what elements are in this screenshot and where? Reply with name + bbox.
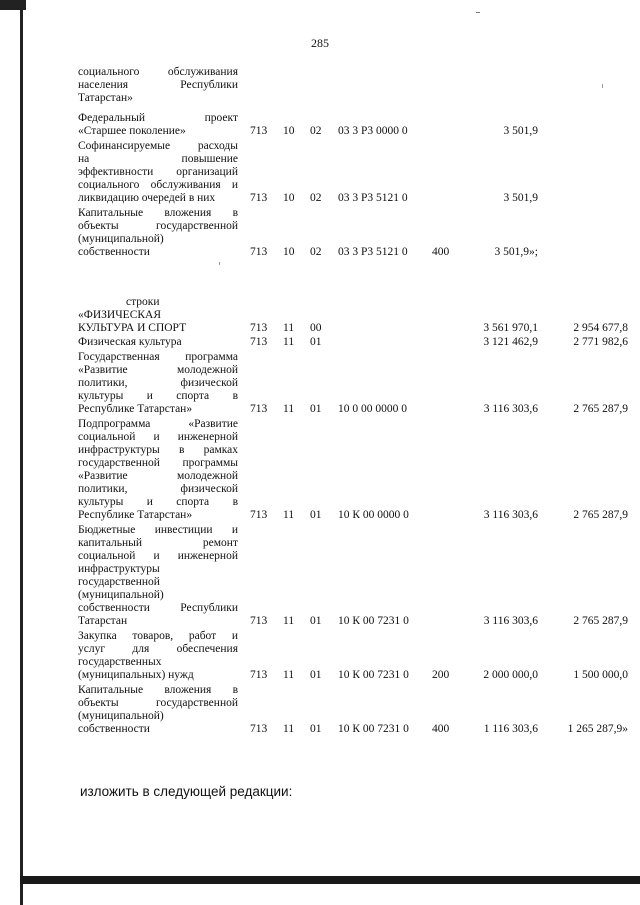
ministry-cell: 713 [250,322,268,334]
description-line: Закупка товаров, работ и [78,630,238,642]
description-line: (муниципальных) нужд [78,669,194,681]
ministry-cell: 713 [250,192,268,204]
description-line: эффективности организаций [78,166,238,178]
row-description [78,207,238,259]
ministry-cell: 713 [250,125,268,137]
description-line: Капитальные вложения в [78,207,238,219]
subsection-cell: 02 [310,192,322,204]
sum1-cell: 3 116 303,6 [483,509,538,521]
sum1-cell: 3 501,9»; [494,246,538,258]
subsection-cell: 01 [310,403,322,415]
row-description [78,336,238,349]
target-cell: 10 0 00 0000 0 [338,403,407,415]
description-line: капитальный ремонт [78,537,238,549]
sum1-cell: 1 116 303,6 [483,723,538,735]
scan-edge-bottom [20,876,640,884]
sum1-cell: 3 501,9 [503,125,538,137]
subsection-cell: 00 [310,322,322,334]
description-line: культуры и спорта в [78,390,238,402]
ministry-cell: 713 [250,336,268,348]
scan-edge-top [0,0,26,10]
description-line: социальной и инженерной [78,550,238,562]
description-line: политики, физической [78,377,238,389]
description-line: (муниципальной) [78,589,164,601]
sum2-cell: 2 954 677,8 [573,322,628,334]
description-line: (муниципальной) [78,710,164,722]
description-line: государственной программы [78,457,238,469]
subsection-cell: 01 [310,509,322,521]
row-description [78,351,238,416]
description-line: Татарстан» [78,92,133,104]
strokes-label [78,296,238,335]
description-line: Республике Татарстан» [78,403,193,415]
description-line: объекты государственной [78,697,238,709]
subsection-cell: 01 [310,615,322,627]
subsection-cell: 02 [310,125,322,137]
description-line: государственных [78,656,162,668]
description-line: политики, физической [78,483,238,495]
section-cell: 10 [283,246,295,258]
section-cell: 11 [283,615,295,627]
subsection-cell: 01 [310,336,322,348]
row-description [78,418,238,522]
description-line: собственности Республики [78,602,238,614]
sum1-cell: 3 116 303,6 [483,403,538,415]
row-description [78,140,238,205]
sum2-cell: 1 500 000,0 [573,669,628,681]
continuation-text [78,66,238,105]
description-line: «Развитие молодежной [78,470,238,482]
strokes-label-line: «ФИЗИЧЕСКАЯ [78,309,162,321]
target-cell: 10 К 00 7231 0 [338,723,409,735]
description-line: услуг для обеспечения [78,643,238,655]
description-line: Физическая культура [78,336,182,348]
sum2-cell: 2 765 287,9 [573,509,628,521]
sum1-cell: 3 121 462,9 [483,336,538,348]
description-line: (муниципальной) [78,233,164,245]
sum1-cell: 3 116 303,6 [483,615,538,627]
description-line: «Развитие молодежной [78,364,238,376]
description-line: инфраструктуры в рамках [78,444,238,456]
subsection-cell: 02 [310,246,322,258]
description-line: Государственная программа [78,351,238,363]
ministry-cell: 713 [250,669,268,681]
description-line: ликвидацию очередей в них [78,192,216,204]
sum2-cell: 2 765 287,9 [573,403,628,415]
subsection-cell: 01 [310,723,322,735]
description-line: населения Республики [78,79,238,91]
target-cell: 10 К 00 0000 0 [338,509,409,521]
target-cell: 10 К 00 7231 0 [338,615,409,627]
description-line: социального обслуживания [78,66,238,78]
sum2-cell: 2 771 982,6 [573,336,628,348]
row-description [78,112,238,138]
row-description [78,630,238,682]
expense-cell: 400 [432,723,450,735]
section-cell: 11 [283,669,295,681]
description-line: объекты государственной [78,220,238,232]
scan-margin [0,0,22,905]
description-line: социальной и инженерной [78,431,238,443]
scan-mark [602,84,603,88]
description-line: культуры и спорта в [78,496,238,508]
sum2-cell: 1 265 287,9» [567,723,628,735]
page-number: 285 [311,36,329,50]
ministry-cell: 713 [250,723,268,735]
target-cell: 03 3 Р3 5121 0 [338,246,408,258]
section-cell: 11 [283,322,295,334]
section-cell: 11 [283,336,295,348]
description-line: Бюджетные инвестиции и [78,524,238,536]
description-line: Капитальные вложения в [78,684,238,696]
target-cell: 10 К 00 7231 0 [338,669,409,681]
strokes-label-line: строки [126,296,160,308]
description-line: Софинансируемые расходы [78,140,238,152]
description-line: социального обслуживания и [78,179,238,191]
ministry-cell: 713 [250,615,268,627]
ministry-cell: 713 [250,246,268,258]
section-cell: 11 [283,509,295,521]
description-line: инфраструктуры [78,563,160,575]
description-line: на повышение [78,153,238,165]
row-description [78,684,238,736]
description-line: собственности [78,246,150,258]
scan-edge-left [20,0,23,905]
section-cell: 10 [283,125,295,137]
target-cell: 03 3 Р3 5121 0 [338,192,408,204]
description-line: собственности [78,723,150,735]
description-line: Подпрограмма «Развитие [78,418,238,430]
sum2-cell: 2 765 287,9 [573,615,628,627]
sum1-cell: 3 501,9 [503,192,538,204]
description-line: Татарстан [78,615,128,627]
strokes-label-line: КУЛЬТУРА И СПОРТ [78,322,187,334]
scan-mark [476,12,480,13]
ministry-cell: 713 [250,403,268,415]
row-description [78,524,238,628]
section-cell: 11 [283,723,295,735]
description-line: Федеральный проект [78,112,238,124]
sum1-cell: 3 561 970,1 [483,322,538,334]
section-cell: 11 [283,403,295,415]
expense-cell: 400 [432,246,450,258]
subsection-cell: 01 [310,669,322,681]
description-line: Республике Татарстан» [78,509,193,521]
target-cell: 03 3 Р3 0000 0 [338,125,408,137]
sum1-cell: 2 000 000,0 [483,669,538,681]
ministry-cell: 713 [250,509,268,521]
footer-instruction: изложить в следующей редакции: [80,784,293,799]
description-line: государственной [78,576,160,588]
description-line: «Старшее поколение» [78,125,186,137]
expense-cell: 200 [432,669,450,681]
scan-mark [219,262,220,265]
section-cell: 10 [283,192,295,204]
